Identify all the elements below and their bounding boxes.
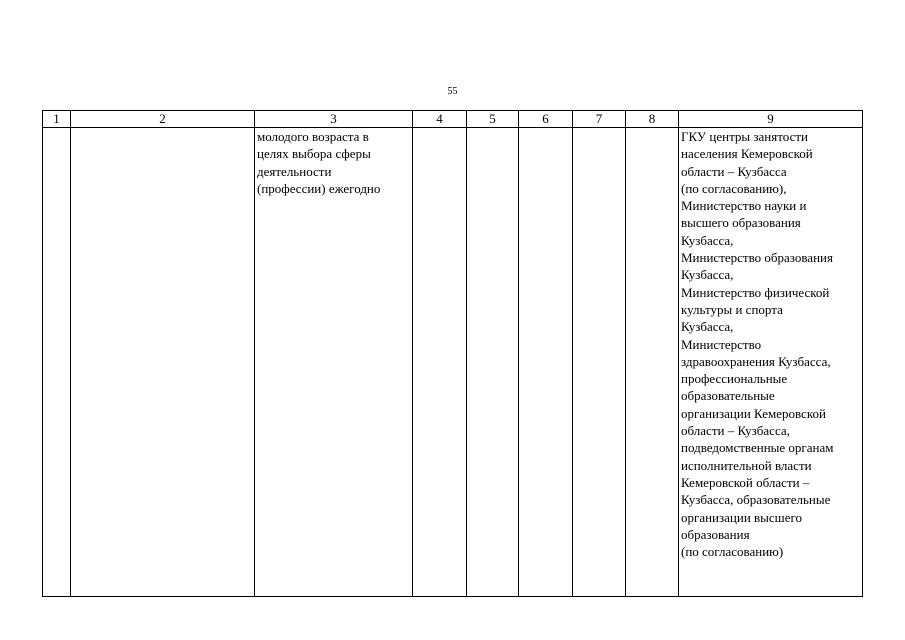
table-row	[43, 128, 863, 597]
table-header-row	[43, 111, 863, 128]
document-table	[42, 110, 863, 597]
cell-col9-line: подведомственные органам	[681, 440, 834, 456]
cell-col9-line: ГКУ центры занятости	[681, 129, 808, 144]
cell-col9-line: (по согласованию)	[681, 544, 784, 560]
page-number: 55	[447, 86, 458, 97]
cell-col9-line: области – Кузбасса,	[681, 423, 790, 439]
cell-col6	[519, 128, 573, 597]
cell-col9-line: образования	[681, 526, 750, 542]
cell-col9-line: исполнительной власти	[681, 457, 812, 473]
column-header-9: 9	[679, 111, 863, 128]
cell-col9-line: Министерство	[681, 336, 762, 352]
cell-col5	[467, 128, 519, 597]
cell-col9-line: Министерство науки и	[681, 198, 807, 214]
cell-col4	[413, 128, 467, 597]
column-header-2: 2	[71, 111, 255, 128]
cell-col9-line: образовательные	[681, 388, 775, 404]
column-header-5: 5	[467, 111, 519, 128]
cell-col7	[573, 128, 626, 597]
cell-col9-line: Кузбасса,	[681, 319, 734, 335]
cell-col9-line: Кузбасса,	[681, 232, 734, 248]
cell-col9-line: культуры и спорта	[681, 301, 783, 317]
cell-col9-line: Кемеровской области –	[681, 474, 810, 490]
column-header-3: 3	[255, 111, 413, 128]
column-header-4: 4	[413, 111, 467, 128]
cell-col9-line: (по согласованию),	[681, 180, 787, 196]
cell-col2	[71, 128, 255, 597]
cell-col9-line: населения Кемеровской	[681, 146, 813, 162]
cell-col1	[43, 128, 71, 597]
cell-col9-line: организации высшего	[681, 509, 802, 525]
cell-col9-line: организации Кемеровской	[681, 405, 826, 421]
cell-col3-line: целях выбора сферы	[257, 146, 371, 162]
cell-col3	[255, 128, 413, 597]
cell-col3-line: (профессии) ежегодно	[257, 180, 381, 196]
cell-col9-line: профессиональные	[681, 371, 788, 387]
cell-col9-line: Министерство физической	[681, 284, 830, 300]
column-header-7: 7	[573, 111, 626, 128]
cell-col9-line: Министерство образования	[681, 250, 833, 266]
cell-col9-line: области – Кузбасса	[681, 163, 787, 179]
cell-col9-line: Кузбасса,	[681, 267, 734, 283]
cell-col8	[626, 128, 679, 597]
cell-col9-line: здравоохранения Кузбасса,	[681, 353, 831, 369]
cell-col9	[679, 128, 863, 597]
cell-col9-line: высшего образования	[681, 215, 801, 231]
column-header-6: 6	[519, 111, 573, 128]
cell-col3-line: деятельности	[257, 163, 332, 179]
column-header-8: 8	[626, 111, 679, 128]
cell-col9-line: Кузбасса, образовательные	[681, 492, 831, 508]
cell-col3-line: молодого возраста в	[257, 129, 369, 144]
column-header-1: 1	[43, 111, 71, 128]
